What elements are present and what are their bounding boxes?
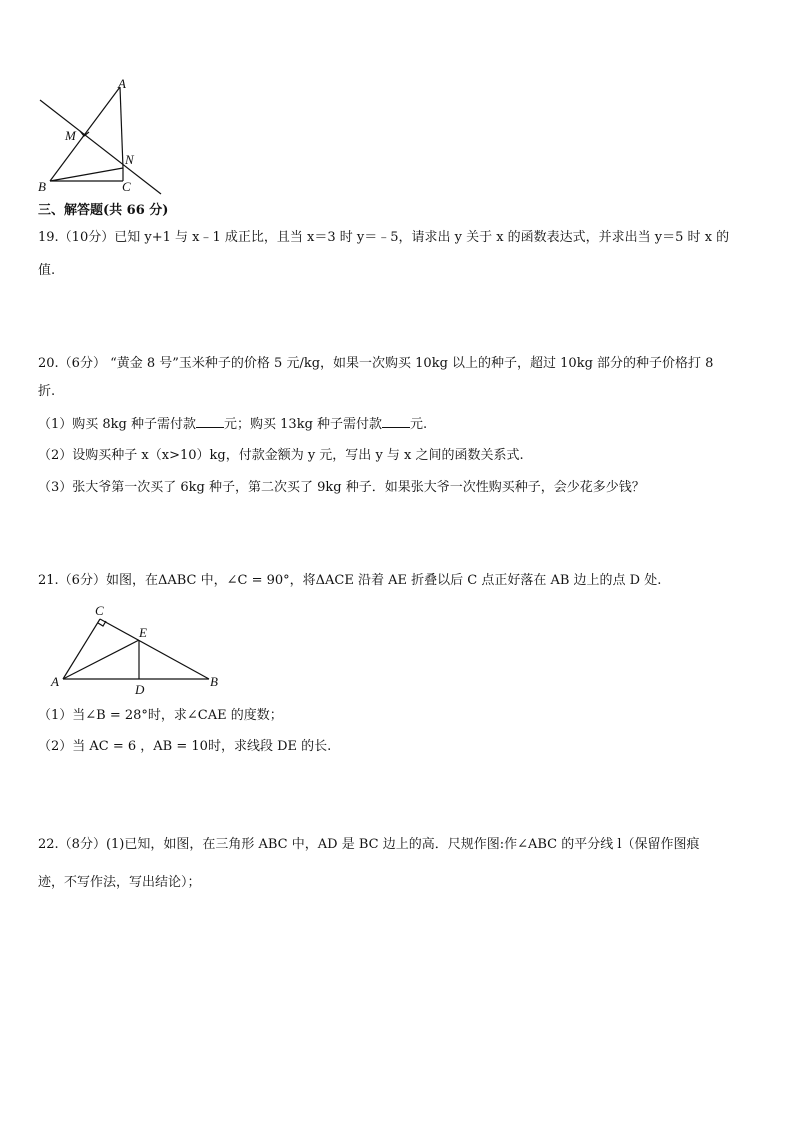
figure-triangle-fold [40,600,230,696]
q20-part3: （3）张大爷第一次买了 6kg 种子，第二次买了 9kg 种子．如果张大爷一次性购买种子，会少花多少钱？ [38,480,645,495]
q22-line2: 迹，不写作法，写出结论）； [38,875,201,890]
edge-ab [50,87,120,181]
label-b: B [210,674,218,689]
q19-line1: 19.（10分）已知 y+1 与 x﹣1 成正比，且当 x＝3 时 y＝﹣5，请求出 y 关于 x 的函数表达式，并求出当 y＝5 时 x 的 [38,230,730,245]
q20-part1-c: 元. [410,417,428,432]
edge-cb [100,619,209,679]
q20-part1 [38,415,427,434]
q20-part1-b: 元；购买 13kg 种子需付款 [224,417,383,432]
label-c: C [122,179,131,194]
q20-part2: （2）设购买种子 x（x>10）kg，付款金额为 y 元，写出 y 与 x 之间的函数关系式. [38,448,524,463]
label-b: B [38,179,46,194]
answer-blank-1[interactable] [196,415,224,428]
label-d: D [135,682,145,696]
q21-part1: （1）当∠B = 28°时，求∠CAE 的度数； [38,708,283,723]
figure-triangle-mn [30,78,170,198]
right-angle-mark-m [80,131,89,136]
edge-ac [120,87,123,168]
section-title: 三、解答题(共 66 分) [38,203,169,218]
q20-line2: 折. [38,384,56,399]
q20-part1-a: （1）购买 8kg 种子需付款 [38,417,197,432]
q19-line2: 值. [38,263,56,278]
label-a: A [118,78,126,91]
q20-line1: 20.（6分） “黄金 8 号”玉米种子的价格 5 元/kg，如果一次购买 10kg 以上的种子，超过 10kg 部分的种子价格打 8 [38,356,714,371]
q22-line1: 22.（8分）(1)已知，如图，在三角形 ABC 中，AD 是 BC 边上的高．尺规作图:作∠ABC 的平分线 l（保留作图痕 [38,837,700,852]
label-e: E [139,625,147,640]
edge-bn [50,168,123,181]
q21-line1: 21.（6分）如图，在ΔABC 中，∠C = 90°，将ΔACE 沿着 AE 折叠以后 C 点正好落在 AB 边上的点 D 处. [38,573,662,588]
q21-part2: （2）当 AC = 6 ，AB = 10时，求线段 DE 的长. [38,739,332,754]
label-a: A [51,674,59,689]
label-m: M [65,128,76,143]
answer-blank-2[interactable] [382,415,410,428]
label-n: N [125,152,134,167]
label-c: C [95,603,104,618]
